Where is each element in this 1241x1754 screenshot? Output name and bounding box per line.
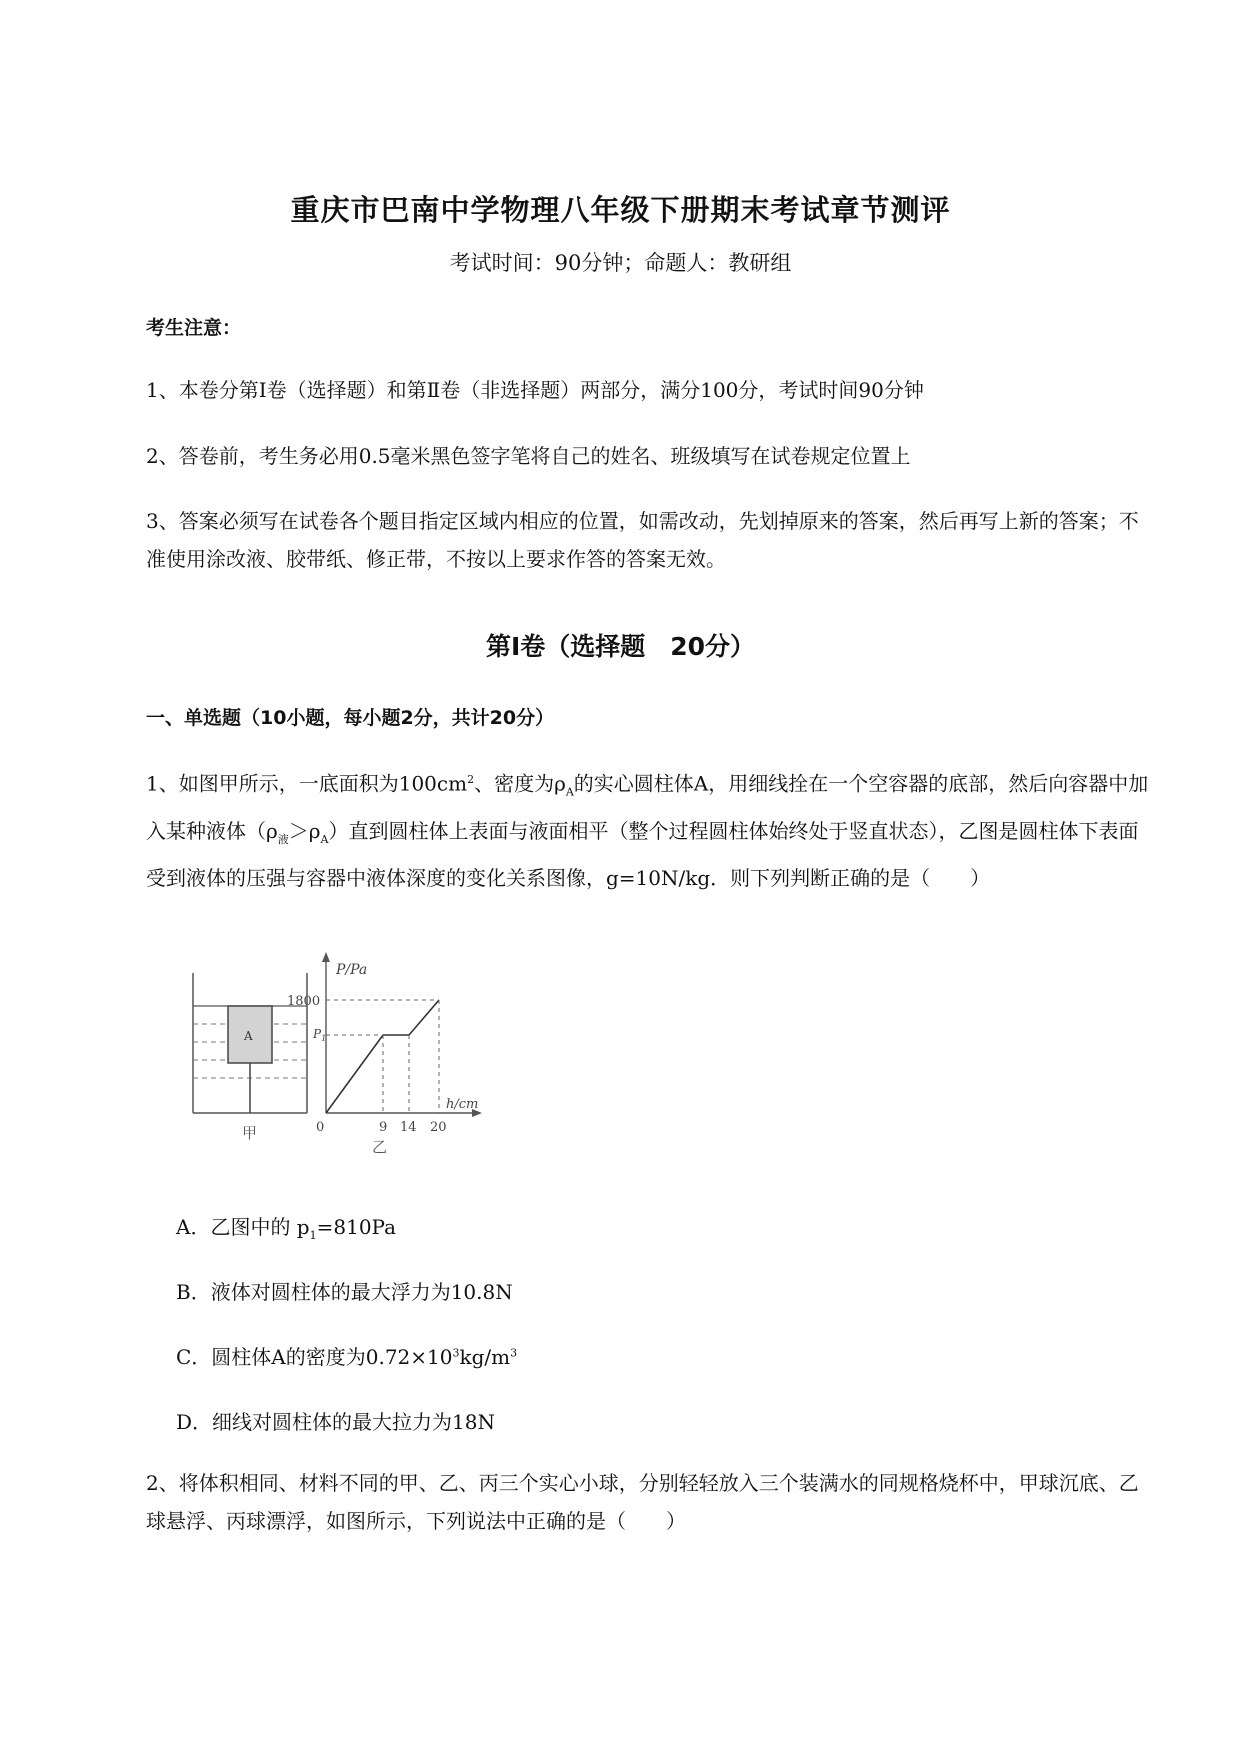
q1-option-d: D．细线对圆柱体的最大拉力为18N — [176, 1410, 495, 1434]
x-tick-0: 0 — [316, 1120, 325, 1135]
q1-option-c: C．圆柱体A的密度为$0.72\times 10^3kg/m^3$ — [176, 1345, 518, 1369]
question-2-text: 2、将体积相同、材料不同的甲、乙、丙三个实心小球，分别轻轻放入三个装满水的同规格烧杯中，甲球沉底、乙球悬浮、丙球漂浮，如图所示，下列说法中正确的是（ ） — [146, 1471, 1139, 1533]
y-tick-1800: 1800 — [287, 994, 321, 1009]
q1-option-a: A．乙图中的 $p_1=810Pa$ — [176, 1215, 397, 1242]
x-axis-label: h/cm — [446, 1097, 479, 1112]
q1-sup-a: 2 — [467, 773, 475, 786]
y-tick-p1: $P_1$ — [313, 1027, 327, 1043]
right-figure-label: 乙 — [372, 1138, 388, 1156]
question-1-figure — [176, 948, 556, 1168]
q1-text-c: 的实心圆柱体A，用细线拴在一个空容器的底部，然后向容器中加入某种液体（ρ — [146, 771, 1149, 843]
notice-item-3: 3、答案必须写在试卷各个题目指定区域内相应的位置，如需改动，先划掉原来的答案，然后再写上新的答案；不准使用涂改液、胶带纸、修正带，不按以上要求作答的答案无效。 — [146, 509, 1139, 571]
exam-title: 重庆市巴南中学物理八年级下册期末考试章节测评 — [290, 193, 951, 227]
q1-text-b: 、密度为ρ — [474, 771, 566, 796]
notice-heading: 考生注意： — [146, 317, 242, 339]
section-title: 第Ⅰ卷（选择题 20分） — [485, 632, 756, 661]
exam-subtitle: 考试时间：90分钟；命题人：教研组 — [449, 251, 792, 275]
notice-item-2: 2、答卷前，考生务必用0.5毫米黑色签字笔将自己的姓名、班级填写在试卷规定位置上 — [146, 444, 911, 468]
y-axis-label: P/Pa — [336, 962, 368, 978]
notice-item-1: 1、本卷分第Ⅰ卷（选择题）和第Ⅱ卷（非选择题）两部分，满分100分，考试时间90分钟 — [146, 378, 924, 402]
q1-sub-b: A — [565, 785, 574, 799]
q1-text-e: ）直到圆柱体上表面与液面相平（整个过程圆柱体始终处于竖直状态），乙图是圆柱体下表面受到液体的压强与容器中液体深度的变化关系图像，g=10N/kg．则下列判断正确的是（ ） — [146, 818, 1139, 890]
pressure-curve — [326, 1000, 439, 1113]
q1-text-d: ＞ρ — [288, 818, 321, 843]
subsection-title: 一、单选题（10小题，每小题2分，共计20分） — [146, 707, 555, 729]
x-tick-20: 20 — [430, 1120, 447, 1135]
q1-option-b: B．液体对圆柱体的最大浮力为10.8N — [176, 1280, 513, 1304]
q1-sub-d: A — [320, 832, 329, 846]
x-tick-14: 14 — [400, 1120, 417, 1135]
cylinder-a-label: A — [244, 1029, 253, 1043]
left-figure-label: 甲 — [242, 1124, 258, 1142]
q1-text-a: 1、如图甲所示，一底面积为100cm — [146, 771, 468, 796]
question-1-text — [146, 761, 1156, 897]
x-tick-9: 9 — [379, 1120, 388, 1135]
q1-sub-c: 液 — [277, 832, 289, 846]
